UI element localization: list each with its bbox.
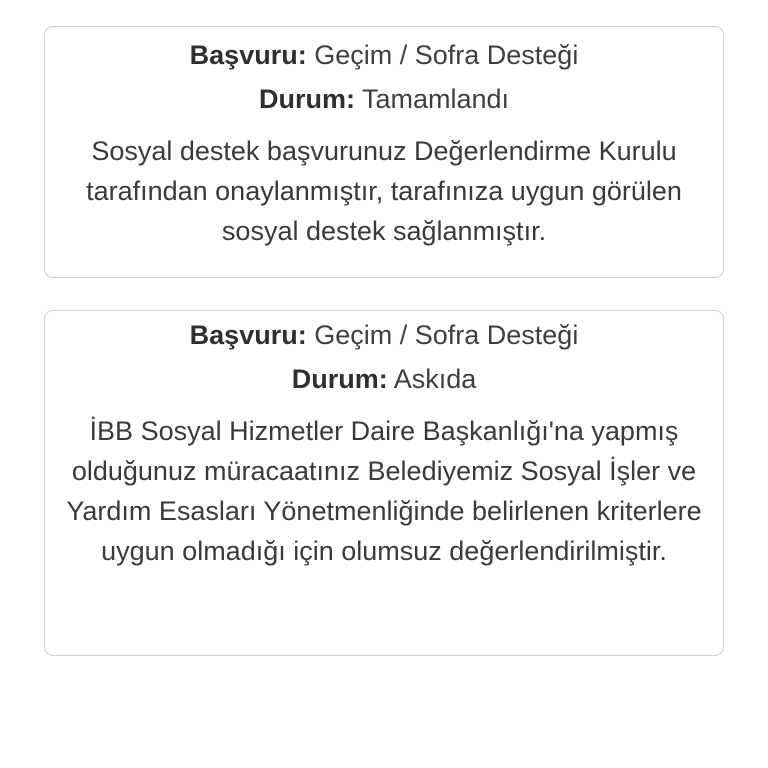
status-row xyxy=(51,357,717,401)
status-label: Durum: xyxy=(258,84,355,114)
application-type-value: Geçim / Sofra Desteği xyxy=(314,40,579,70)
status-value: Askıda xyxy=(393,364,477,394)
application-type-value: Geçim / Sofra Desteği xyxy=(314,320,579,350)
application-type-row xyxy=(51,313,717,357)
status-row xyxy=(51,77,717,121)
application-type-label: Başvuru: xyxy=(189,40,307,70)
status-value: Tamamlandı xyxy=(361,84,510,114)
application-type-row xyxy=(51,33,717,77)
application-card xyxy=(44,310,724,656)
application-card xyxy=(44,26,724,278)
application-description: Sosyal destek başvurunuz Değerlendirme Kurulu tarafından onaylanmıştır, tarafınıza uygun görülen sosyal destek sağlanmıştır. xyxy=(86,136,682,246)
application-type-label: Başvuru: xyxy=(189,320,307,350)
status-label: Durum: xyxy=(291,364,388,394)
application-description: İBB Sosyal Hizmetler Daire Başkanlığı'na yapmış olduğunuz müracaatınız Belediyemiz Sosyal İşler ve Yardım Esasları Yönetmenliğinde belirlenen kriterlere uygun olmadığı için olumsuz değerlendirilmiştir. xyxy=(66,416,702,566)
